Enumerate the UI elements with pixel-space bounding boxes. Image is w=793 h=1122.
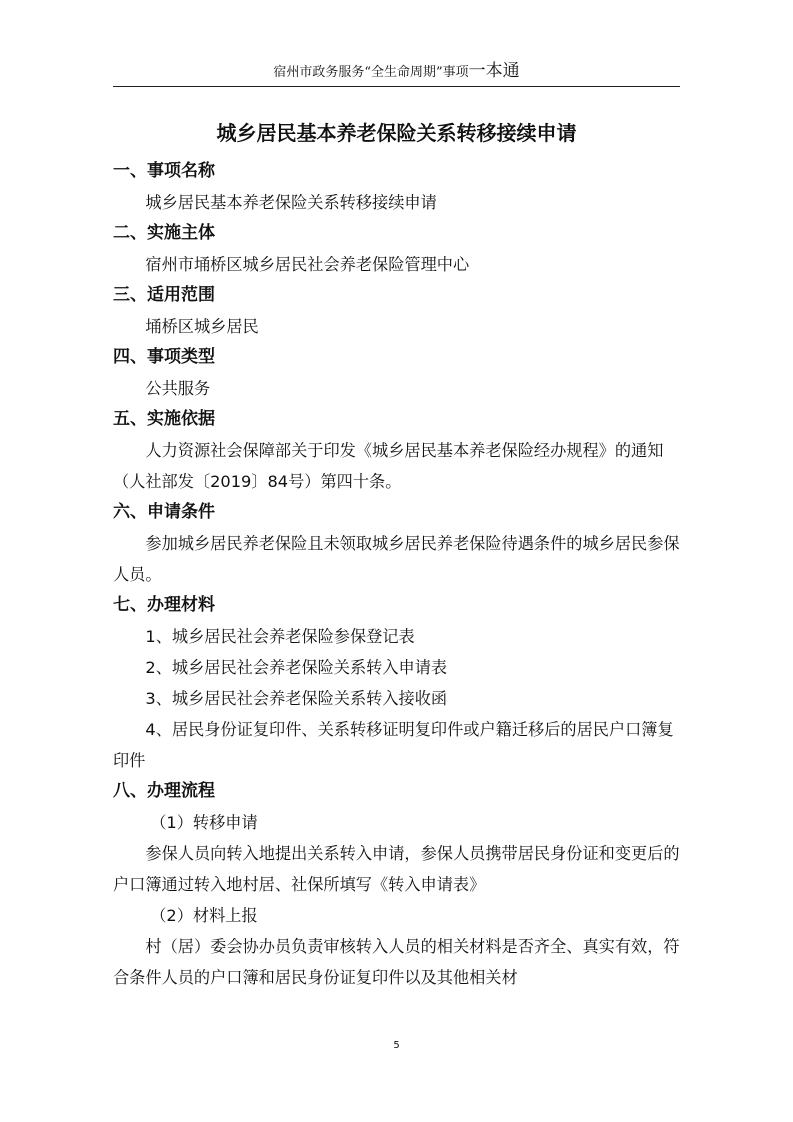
page-number: 5 (393, 1040, 400, 1051)
section-heading-item-type: 四、事项类型 (113, 347, 215, 367)
item-type-text: 公共服务 (145, 379, 211, 398)
document-title: 城乡居民基本养老保险关系转移接续申请 (216, 121, 577, 145)
header-text-large: 一本通 (468, 61, 520, 81)
item-name-text: 城乡居民基本养老保险关系转移接续申请 (145, 193, 437, 212)
list-item: 3、城乡居民社会养老保险关系转入接收函 (145, 689, 448, 708)
section-heading-implementing-body: 二、实施主体 (113, 223, 215, 243)
section-heading-legal-basis: 五、实施依据 (113, 409, 215, 429)
section-heading-materials: 七、办理材料 (113, 595, 215, 615)
header-rule (113, 86, 680, 87)
section-heading-item-name: 一、事项名称 (113, 161, 215, 181)
implementing-body-text: 宿州市埇桥区城乡居民社会养老保险管理中心 (145, 255, 470, 274)
process-step-text: 村（居）委会协办员负责审核转入人员的相关材料是否齐全、真实有效，符合条件人员的户口簿和居民身份证复印件以及其他相关材 (113, 937, 680, 987)
conditions-text: 参加城乡居民养老保险且未领取城乡居民养老保险待遇条件的城乡居民参保人员。 (113, 534, 680, 584)
document-body (113, 156, 680, 993)
legal-basis-text: 人力资源社会保障部关于印发《城乡居民基本养老保险经办规程》的通知（人社部发〔2019〕84号）第四十条。 (113, 441, 664, 491)
section-heading-conditions: 六、申请条件 (113, 502, 215, 522)
scope-text: 埇桥区城乡居民 (145, 317, 259, 336)
section-heading-process: 八、办理流程 (113, 781, 215, 801)
process-step-title: （1）转移申请 (150, 813, 258, 832)
list-item: 1、城乡居民社会养老保险参保登记表 (145, 627, 415, 646)
section-heading-scope: 三、适用范围 (113, 285, 215, 305)
page-header (0, 60, 793, 84)
process-step-title: （2）材料上报 (150, 906, 258, 925)
header-text: 宿州市政务服务“全生命周期”事项 (273, 65, 469, 80)
list-item: 4、居民身份证复印件、关系转移证明复印件或户籍迁移后的居民户口簿复印件 (113, 720, 674, 770)
list-item: 2、城乡居民社会养老保险关系转入申请表 (145, 658, 448, 677)
process-step-text: 参保人员向转入地提出关系转入申请，参保人员携带居民身份证和变更后的户口簿通过转入地村居、社保所填写《转入申请表》 (113, 844, 680, 894)
